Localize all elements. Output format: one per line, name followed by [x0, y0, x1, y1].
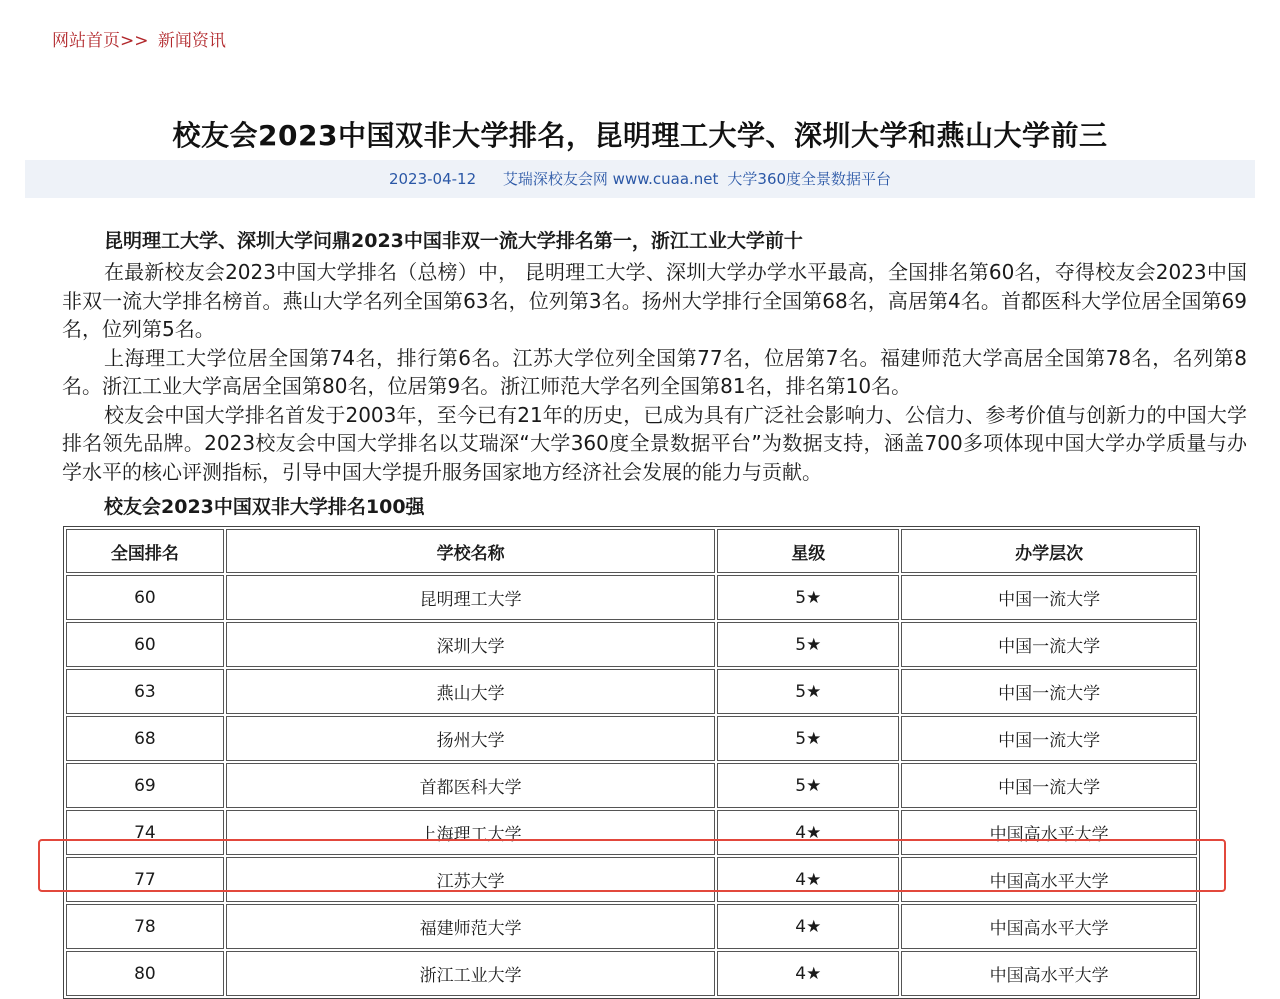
table-row — [66, 810, 1197, 855]
table-header-row — [66, 529, 1197, 573]
article-source: 艾瑞深校友会网 www.cuaa.net — [502, 170, 719, 188]
cell-stars: 4★ — [717, 904, 899, 949]
article-paragraph: 在最新校友会2023中国大学排名（总榜）中， 昆明理工大学、深圳大学办学水平最高，全国排名第60名，夺得校友会2023中国非双一流大学排名榜首。燕山大学名列全国第63名，位列第3名。扬州大学排行全国第68名，高居第4名。首都医科大学位居全国第69名，位列第5名。 — [62, 260, 1247, 341]
cell-stars: 5★ — [717, 622, 899, 667]
cell-school: 昆明理工大学 — [226, 575, 716, 620]
cell-school: 福建师范大学 — [226, 904, 716, 949]
cell-level: 中国一流大学 — [901, 575, 1197, 620]
article-paragraph: 校友会中国大学排名首发于2003年，至今已有21年的历史，已成为具有广泛社会影响力、公信力、参考价值与创新力的中国大学排名领先品牌。2023校友会中国大学排名以艾瑞深“大学360度全景数据平台”为数据支持，涵盖700多项体现中国大学办学质量与办学水平的核心评测指标，引导中国大学提升服务国家地方经济社会发展的能力与贡献。 — [62, 402, 1247, 484]
cell-rank: 74 — [66, 810, 224, 855]
table-row — [66, 763, 1197, 808]
table-row — [66, 669, 1197, 714]
cell-school: 深圳大学 — [226, 622, 716, 667]
table-row — [66, 904, 1197, 949]
cell-stars: 4★ — [717, 951, 899, 996]
breadcrumb — [52, 30, 226, 52]
article-date: 2023-04-12 — [388, 170, 477, 188]
cell-stars: 5★ — [717, 763, 899, 808]
breadcrumb-separator: >> — [120, 31, 149, 51]
cell-rank: 78 — [66, 904, 224, 949]
cell-stars: 5★ — [717, 716, 899, 761]
ranking-table — [63, 526, 1200, 999]
table-row — [66, 951, 1197, 996]
article-paragraph: 上海理工大学位居全国第74名，排行第6名。江苏大学位列全国第77名，位居第7名。福建师范大学高居全国第78名，名列第8名。浙江工业大学高居全国第80名，位居第9名。浙江师范大学名列全国第81名，排名第10名。 — [62, 345, 1247, 398]
cell-rank: 60 — [66, 622, 224, 667]
cell-level: 中国高水平大学 — [901, 810, 1197, 855]
cell-rank: 60 — [66, 575, 224, 620]
header-national-rank: 全国排名 — [66, 529, 224, 573]
header-school-level: 办学层次 — [901, 529, 1197, 573]
cell-level: 中国一流大学 — [901, 716, 1197, 761]
breadcrumb-home-link[interactable]: 网站首页 — [52, 31, 120, 51]
article-meta-bar — [25, 160, 1255, 198]
cell-school: 上海理工大学 — [226, 810, 716, 855]
cell-stars: 4★ — [717, 810, 899, 855]
table-row-highlighted — [66, 857, 1197, 902]
table-row — [66, 575, 1197, 620]
article-platform: 大学360度全景数据平台 — [727, 170, 892, 188]
cell-level: 中国一流大学 — [901, 669, 1197, 714]
cell-school: 扬州大学 — [226, 716, 716, 761]
cell-level: 中国高水平大学 — [901, 857, 1197, 902]
table-heading: 校友会2023中国双非大学排名100强 — [104, 496, 425, 518]
table-row — [66, 622, 1197, 667]
cell-stars: 4★ — [717, 857, 899, 902]
header-star-level: 星级 — [717, 529, 899, 573]
breadcrumb-news-link[interactable]: 新闻资讯 — [157, 31, 226, 51]
cell-level: 中国高水平大学 — [901, 904, 1197, 949]
header-school-name: 学校名称 — [226, 529, 716, 573]
cell-level: 中国高水平大学 — [901, 951, 1197, 996]
article-subtitle: 昆明理工大学、深圳大学问鼎2023中国非双一流大学排名第一，浙江工业大学前十 — [104, 230, 803, 252]
cell-stars: 5★ — [717, 669, 899, 714]
article-body — [62, 226, 1247, 524]
cell-rank: 63 — [66, 669, 224, 714]
cell-rank: 77 — [66, 857, 224, 902]
cell-rank: 69 — [66, 763, 224, 808]
cell-rank: 80 — [66, 951, 224, 996]
table-row — [66, 716, 1197, 761]
cell-level: 中国一流大学 — [901, 622, 1197, 667]
cell-rank: 68 — [66, 716, 224, 761]
article-title: 校友会2023中国双非大学排名，昆明理工大学、深圳大学和燕山大学前三 — [172, 118, 1108, 152]
cell-school: 浙江工业大学 — [226, 951, 716, 996]
cell-level: 中国一流大学 — [901, 763, 1197, 808]
cell-stars: 5★ — [717, 575, 899, 620]
cell-school: 江苏大学 — [226, 857, 716, 902]
cell-school: 燕山大学 — [226, 669, 716, 714]
cell-school: 首都医科大学 — [226, 763, 716, 808]
